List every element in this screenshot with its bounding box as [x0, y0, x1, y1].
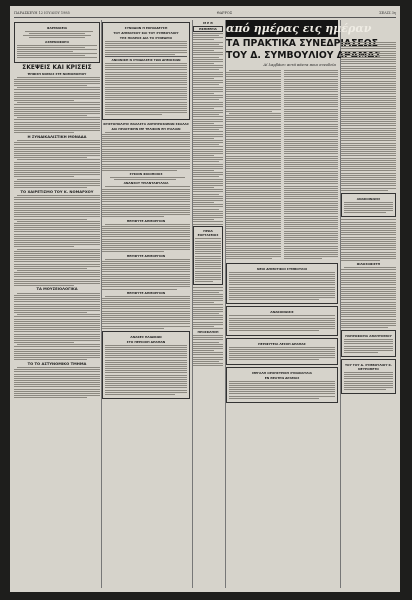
article-body — [102, 224, 190, 253]
header-page-number: ΣΕΛΙΣ 3η — [379, 10, 396, 15]
notice-text — [17, 31, 97, 38]
box-heading: ΗΡΩΑ ΕΟΡΤΑΣΜΟΣ — [197, 229, 219, 238]
box-text — [105, 41, 187, 55]
header-date: ΠΑΡΑΣΚΕΥΗ 12 ΙΟΥΛΙΟΥ 1985 — [14, 10, 70, 15]
article-body — [341, 42, 396, 191]
column-1 — [14, 20, 100, 588]
article-heading: ΤΟ ΧΑΙΡΕΤΙΣΜΟ ΤΟΥ Κ. ΝΟΜΑΡΧΟΥ — [20, 189, 94, 194]
box-heading: ΕΝ ΘΕΑΤΡΩ ΔΡΑΜΑΣ — [264, 375, 300, 380]
listing — [193, 335, 223, 366]
listing — [193, 287, 223, 329]
article-heading: ΤΑ ΜΟΥΣΕΙΟΛΟΓΙΚΑ — [36, 287, 78, 292]
article-body — [341, 219, 396, 261]
article-body — [102, 132, 190, 171]
box-text — [344, 202, 393, 214]
club-box — [226, 338, 338, 365]
duty-label: Μ Ε Θ — [203, 21, 213, 25]
box-heading: ΤΟΥ ΔΗΜΑΡΧΟΥ ΚΑΙ ΤΟΥ ΣΥΜΒΟΥΛΙΟΥ — [113, 31, 179, 35]
box-heading: ΑΝΑΚΕΣ ΠΑΙΔΙΚΩΝ — [130, 334, 162, 339]
article-body — [226, 70, 281, 261]
article-heading: ΠΡΟΣΚΛΗΣΗ — [197, 330, 219, 335]
article-body — [14, 195, 100, 286]
box-text — [229, 347, 335, 361]
box-text — [229, 272, 335, 301]
listing — [193, 33, 223, 224]
column-2 — [102, 20, 190, 588]
article-heading: Η ΣΥΝΔΙΚΑΛΙΣΤΙΚΗ ΜΟΝΑΔΑ — [27, 134, 87, 139]
box-heading: ΝΕΟΙ ΔΗΜΟΤΙΚΟΙ ΣΥΜΒΟΥΛΟΙ — [256, 266, 308, 271]
box-text — [344, 339, 393, 353]
article-body — [284, 70, 339, 261]
column-5 — [341, 20, 396, 588]
box-heading: ΠΛΗΡΟΦΟΡΙΑ ΑΘΛΗΤΙΣΜΟΥ — [345, 334, 392, 339]
column-3 — [193, 20, 223, 588]
main-article-columns — [226, 70, 338, 261]
article-body — [102, 259, 190, 290]
article-body — [102, 186, 190, 217]
headline-subtitle: Αί λαμβάνει αυτά πάντα ποια συνοδεία — [263, 63, 336, 67]
notice-title: ΑΣΘΕΝΟΦΟΡΟ — [45, 39, 69, 44]
announcement-box — [226, 306, 338, 335]
article-body — [341, 267, 396, 328]
concert-box — [226, 367, 338, 403]
article-heading: ΑΝΑΝΣΟΥ ΤΡΙΑΝΤΑΦΥΛΛΙΑ — [123, 181, 169, 186]
article-body — [14, 293, 100, 360]
article-heading: ΠΕΡΙΦΥΤΕ ΔΗΜΟΡΓΙΟΝ — [126, 253, 166, 258]
box-text — [105, 345, 187, 395]
box-heading: ΑΝΑΚΟΙΝΩΣΙΣ — [270, 310, 294, 315]
main-headline-line2: ΤΟΥ Δ. ΣΥΜΒΟΥΛΙΟΥ ΔΡΑΜΑΣ — [226, 50, 381, 61]
column-banner: από ημέρας εις ημέραν — [226, 22, 372, 35]
memorial-box — [193, 226, 223, 285]
article-heading: ΧΡΙΣΤΟΠΟΛΙΤΙΣ ΘΑΛΑΣΤΑ ΑΝΤΙΠΡΟΣΩΠΩΝ ΣΚΑΛΑΣ — [103, 121, 189, 126]
newspaper-page — [10, 6, 400, 592]
box-heading: ΣΤΟ ΠΕΡΙΟΧΗ ΔΡΑΜΑΝ — [126, 339, 166, 344]
section-title: ΣΚΕΨΕΙΣ ΚΑΙ ΚΡΙΣΕΙΣ — [22, 64, 92, 71]
box-text — [229, 315, 335, 331]
box-text — [105, 63, 187, 115]
article-body — [102, 177, 190, 180]
article-body — [14, 140, 100, 188]
childrens-camp-box — [102, 331, 190, 399]
box-heading: ΠΕΡΙΦΥΤΕΙΑ ΛΕΣΧΗ ΔΡΑΜΑΣ — [258, 341, 306, 346]
box-heading: ΣΥΝΟΔΟΝ Η ΕΚΠΑΙΔΕΥΣΗ — [124, 26, 168, 30]
pharmacy-notice — [14, 22, 100, 63]
section-subtitle: ΨΗΦΙΣΗ ΝΟΜΑΣ ΣΤΕ ΝΟΜΟΘΟΡΙΟΥ — [27, 71, 87, 76]
council-box — [341, 359, 396, 394]
article-heading: ΠΕΡΙΦΥΤΕ ΔΗΜΟΡΓΙΟΝ — [126, 218, 166, 223]
article-heading: ΣΥΚΟΙΝ ΦΙΛΟΠΟΙΟΣ — [129, 172, 163, 177]
article-body — [102, 296, 190, 329]
new-councillors-box — [226, 263, 338, 305]
box-text — [195, 238, 221, 282]
article-body — [14, 367, 100, 398]
municipal-notice-box — [102, 22, 190, 120]
box-heading: ΑΝΙΟΝΙΚΗ Ν ΣΥΝΔΙΑΣΕΙΣ ΤΩΝ ΔΗΜΟΣΙΩΝ — [105, 56, 187, 62]
sports-box — [341, 330, 396, 357]
box-text — [344, 372, 393, 390]
box-heading: ΑΝΑΚΟΙΝΩΣΙΣ — [356, 196, 381, 201]
box-heading: ΤΟΥ ΤΟΥ Δ. ΣΥΜΒΟΥΛΙΟΥ Κ. ΝΕΥΡΟΘΕΤΟ — [344, 363, 393, 372]
announcement-box-right — [341, 193, 396, 218]
article-heading: ΦΙΛΟΣΟΦΙΣΤΗ — [356, 262, 381, 267]
notice-text — [17, 45, 97, 59]
header-masthead: ΘΑΡΡΟΣ — [216, 10, 233, 15]
notice-title: ΦΑΡΜΑΚΕΙΑ — [46, 26, 68, 30]
article-heading: ΤΟ ΤΟ ΑΣΤΥΝΟΜΙΚΟ ΤΜΗΜΑ — [27, 361, 87, 366]
page-header — [14, 8, 396, 18]
main-headline-line1: ΤΑ ΠΡΑΚΤΙΚΑ ΣΥΝΕΔΡΙΑΣΕΩΣ — [226, 38, 379, 49]
article-body — [14, 77, 100, 134]
article-heading: ΠΕΡΙΦΥΤΕ ΔΗΜΟΡΓΙΟΝ — [126, 290, 166, 295]
box-heading: ΤΗΣ ΠΟΛΕΟΣ ΔΙΑ ΤΟ ΣΥΝΕΔΡΙΟ — [119, 36, 173, 40]
article-heading: ΔΙΑ ΠΡΑΚΤΙΚΗΝ ΜΕ ΤΕΛΙΚΟΝ ΕΠ ΙΤΑΛΙΑΝ — [111, 126, 181, 131]
box-text — [229, 381, 335, 399]
duty-label: ΕΦΗΜΕΡΙΑ — [193, 26, 223, 32]
box-heading: ΜΕΓΑΛΗ ΟΡΧΗΣΤΡΙΚΗ ΣΥΝΑΝΑΥΛΙΑ — [252, 370, 312, 375]
